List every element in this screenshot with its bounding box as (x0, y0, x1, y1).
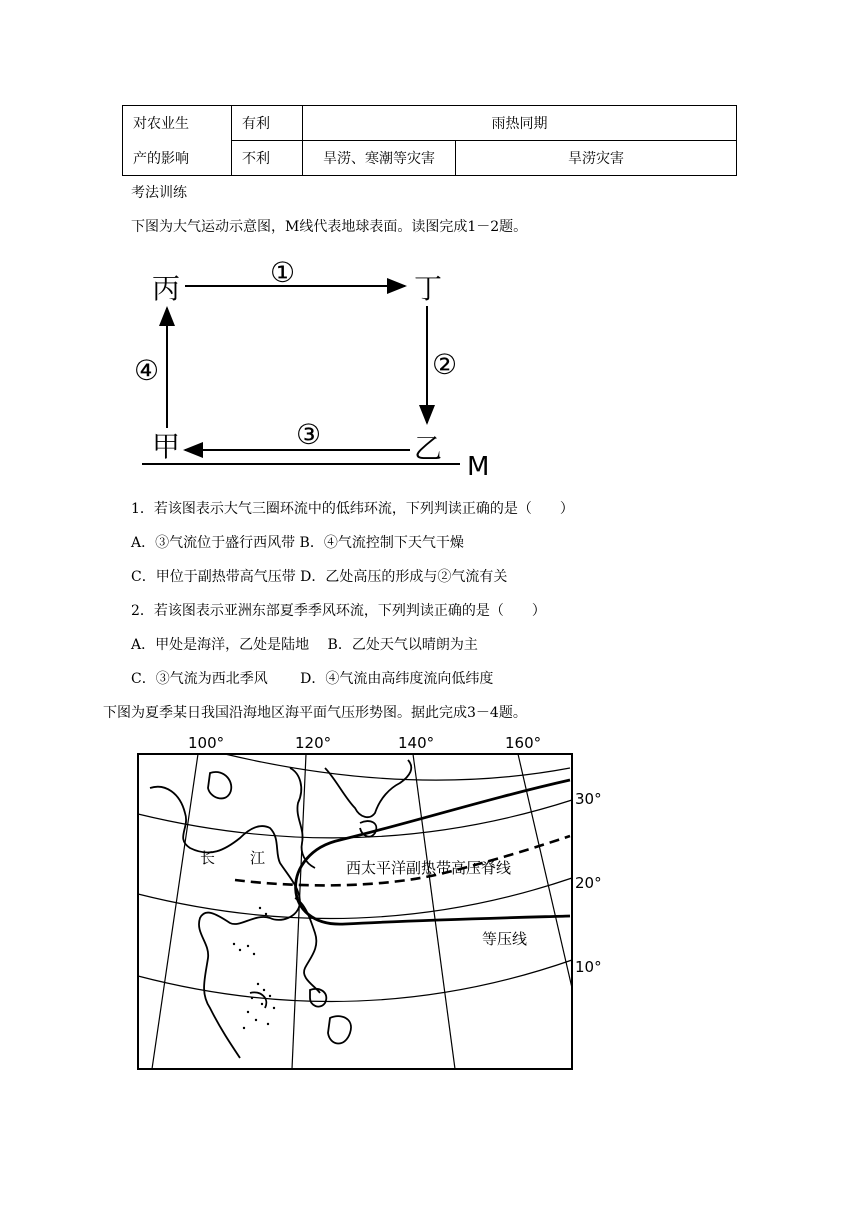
isobar-label: 等压线 (482, 930, 528, 948)
unfavorable-label: 不利 (232, 141, 303, 176)
lon-120-label: 120° (295, 734, 332, 752)
label-jia: 甲 (152, 430, 181, 463)
lat-10-label: 10° (575, 958, 602, 976)
favorable-label: 有利 (232, 106, 303, 141)
map-frame (138, 754, 572, 1069)
graticule (138, 754, 572, 1069)
q1-options-ab: A．③气流位于盛行西风带 B．④气流控制下天气干燥 (131, 535, 464, 551)
label-3: ③ (296, 418, 322, 451)
lat-20-label: 20° (575, 874, 602, 892)
row-header-bottom: 产的影响 (123, 141, 232, 176)
label-m: M (467, 452, 490, 480)
ridge-label: 西太平洋副热带高压脊线 (346, 859, 512, 877)
islands (233, 907, 275, 1029)
yangtze-label-2: 江 (250, 849, 266, 867)
favorable-value: 雨热同期 (303, 106, 737, 141)
agriculture-impact-table (122, 105, 737, 176)
unfavorable-value-2: 旱涝灾害 (456, 141, 737, 176)
section-title: 考法训练 (131, 185, 187, 201)
lon-160-label: 160° (505, 734, 542, 752)
row-header-top: 对农业生 (123, 106, 232, 141)
label-bing: 丙 (152, 272, 181, 305)
q2-options-ab: A．甲处是海洋，乙处是陆地 B．乙处天气以晴朗为主 (131, 637, 478, 653)
label-1: ① (270, 256, 296, 289)
yangtze-label-1: 长 (200, 849, 216, 867)
intro-2: 下图为夏季某日我国沿海地区海平面气压形势图。据此完成3－4题。 (103, 705, 527, 721)
coastline (150, 760, 411, 1058)
lat-30-label: 30° (575, 790, 602, 808)
q1-options-cd: C．甲位于副热带高气压带 D．乙处高压的形成与②气流有关 (131, 569, 508, 585)
label-4: ④ (134, 354, 160, 387)
intro-1: 下图为大气运动示意图，M线代表地球表面。读图完成1－2题。 (131, 219, 528, 235)
label-2: ② (432, 348, 458, 381)
circulation-diagram (130, 248, 500, 480)
q1-stem: 1．若该图表示大气三圈环流中的低纬环流，下列判读正确的是（ ） (131, 501, 574, 517)
unfavorable-value-1: 旱涝、寒潮等灾害 (303, 141, 456, 176)
q2-stem: 2．若该图表示亚洲东部夏季季风环流，下列判读正确的是（ ） (131, 603, 546, 619)
label-ding: 丁 (414, 272, 443, 305)
lon-100-label: 100° (188, 734, 225, 752)
lon-140-label: 140° (398, 734, 435, 752)
q2-options-cd: C．③气流为西北季风 D．④气流由高纬度流向低纬度 (131, 671, 494, 687)
label-yi: 乙 (414, 432, 443, 465)
pressure-map (130, 728, 610, 1073)
